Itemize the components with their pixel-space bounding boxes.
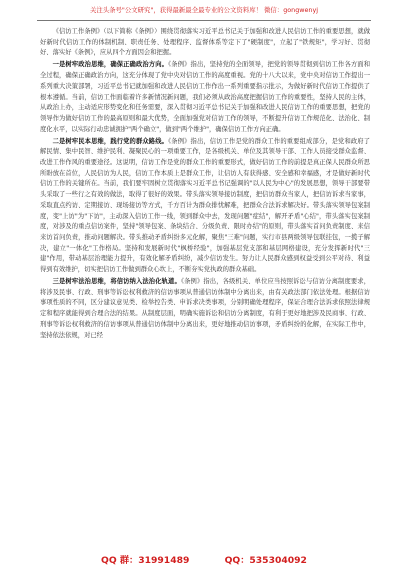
promo-header: 关注头条号"公文研究"，获得最新最全最专业的公文资料库！ 微信：gongwenyj [89,6,319,14]
header-divider [37,20,371,21]
paragraph-intro [40,27,370,59]
paragraph-text: 《信访工作条例》（以下简称《条例》）围绕贯彻落实习近平总书记关于加强和改进人民信访工作的重要思想，就做好新时代信访工作的体制机制、职责任务、处理程序、监督体系等定下了"硬制度"，立起了"铁规矩"，学习好、贯彻好、落实好《条例》，应从四个方面因会和把握。 [40,28,370,57]
qq-group-number: QQ 群：31991489 [101,555,190,566]
paragraph-section-1 [40,60,370,135]
paragraph-section-2 [40,137,370,276]
paragraph-text: 《条例》指出，信访工作是党的群众工作的重要组成部分，是党和政府了解民情、集中民智、维护民利、凝聚民心的一项重要工作，是各级机关、单位及其领导干部、工作人员接受群众监督、改进工作作风的重要途径。这说明，信访工作是党的群众工作的重要形式，做好信访工作的前提是真正保人民群众所思所盼放在首位，人民信访为人民，信访工作本质上是群众工作，让信访人有获得感、安全感和幸福感，才是做好新时代信访工作的关键所在。当前，我们要牢固树立贯彻落实习近平总书记强调的"以人民为中心"的发展思想，领导干部要带头采取了一些行之有效的做法，取得了很好的效果。带头落实领导接访制度，把信访群众当家人，把信访诉求当家事，采取直点约访、定期接访、现场接访等方式，千方百计为群众排忧解难，把群众合法诉求解决好。带头落实领导包案制度，变"上访"为"下访"，主动深入信访工作一线，领到群众中去，发现问题"症结"，解开矛盾"心结"，带头落实包案制度，对涉及的重点信访案件，坚持"领导包案、条块结合、分级负责、限时办结"的原则，带头落实首问负责制度、来信来访首问负责，推动问题解决。带头推动矛盾纠纷多元化解，聚焦"三难"问题，实行市县两级领导包联挂包，一揽子解决，建立"一体化"工作格局。坚持和发展新时代"枫桥经验"，加强基层党支部和基层网格建设，充分发挥新时代"三建"作用，带动基层治理能力提升，有效化解矛盾纠纷，减少信访发生。努力让人民群众感到权益受到公平对待、利益得到有效维护，切实把信访工作做到群众心坎上，不断夯实党执政的群众基础。 [40,137,371,274]
paragraph-text: 《条例》指出，各级机关、单位应当按照诉讼与信访分离制度要求，将涉及民事、行政、刑事等诉讼权利救济的信访事项从普通信访体制中分离出来，由有关政法部门依法处理。根据信访事项性质的不同，区分建议意见类、检举控告类、申诉求决类事项，分别明确处理程序，保证合理合法诉求依照法律规定和程序就能得到合理合法的结果。从制度层面，明确实施诉讼和信访分离制度，有利于更好地把涉及民商事、行政、刑事等诉讼权利救济的信访事项从普通信访体制中分离出来，更好地推动信访事项，矛盾纠纷的化解，在实际工作中，坚持依法依规，对已经 [40,278,370,339]
qq-number: QQ：535304092 [224,555,307,566]
section-heading: 三是树牢法治思维，将信访纳入法治化轨道。 [52,278,181,286]
contact-footer [0,555,408,567]
section-heading: 一是树牢政治思维，确保正确政治方向。 [52,61,169,69]
section-heading: 二是树牢民本思维，践行党的群众路线。 [52,137,169,145]
article-body [40,27,370,343]
paragraph-section-3 [40,277,370,341]
paragraph-text: 《条例》指出，坚持党的全面领导，把党的领导贯彻到信访工作各方面和全过程，确保正确政治方向，这充分体现了党中央对信访工作的高度重视。党的十八大以来，党中央对信访工作提出一系列重大决策部署，习近平总书记就加强和改进人民信访工作作出一系列重要指示批示，为做好新时代信访工作提供了根本遵循。当前，信访工作面临着许多新情况新问题，我们必须从政治高度把握信访工作的重要性，坚持人民的主体，从政治上办，主动适应形势变化和任务需要，深入贯彻习近平总书记关于加强和改进人民信访工作的重要思想，把党的领导作为做好信访工作的最高原则和最大优势，全面加强党对信访工作的领导，不断提升信访工作规范化、法治化、制度化水平，以实际行动忠诚拥护"两个确立"，做到"两个维护"，确保信访工作方向正确。 [40,61,371,133]
